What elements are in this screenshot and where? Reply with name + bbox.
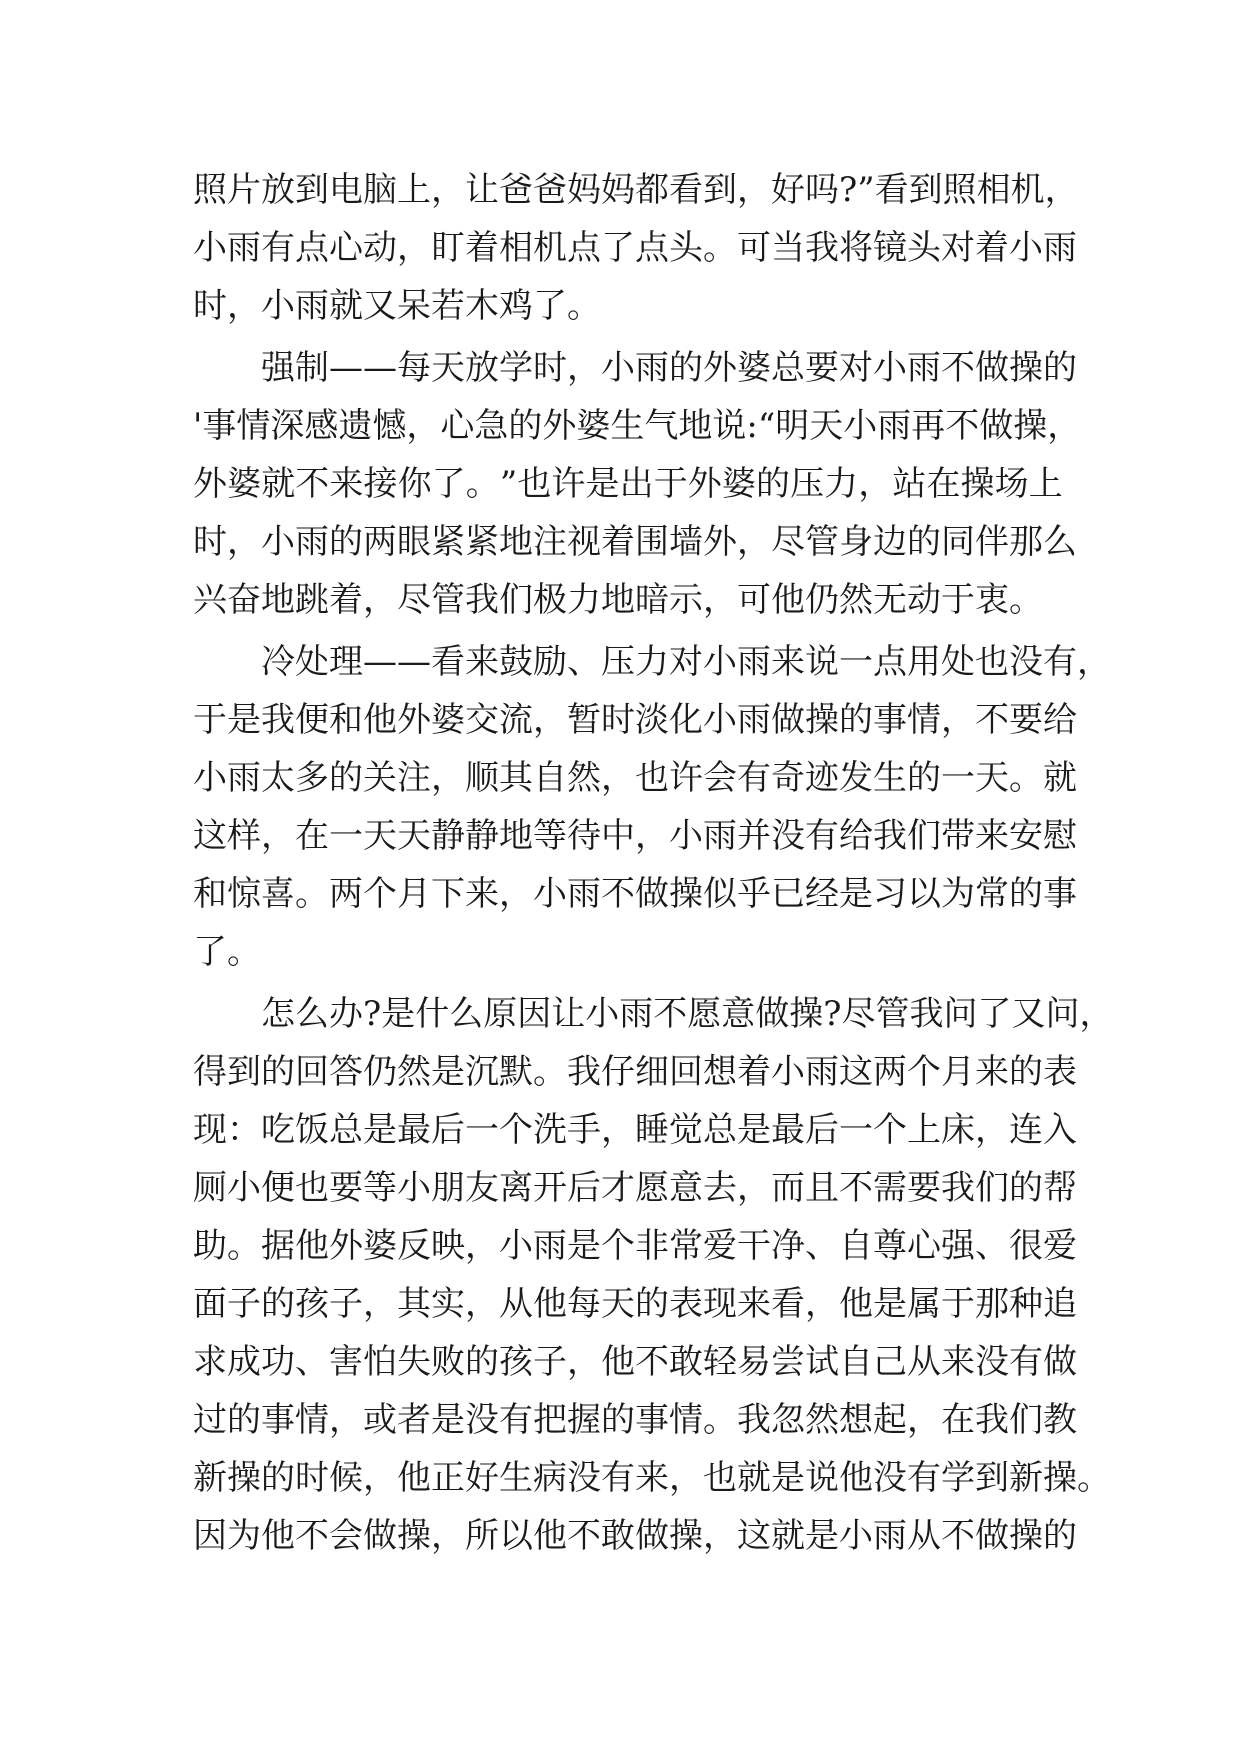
text-line: 外 婆 就 不 来 接 你 了 。 ” 也 许 是 出 于 外 婆 的 压 力 ， 站 在 操 场 上: [193, 464, 1063, 504]
text-line: ' 事 情 深 感 遗 憾 ， 心 急 的 外 婆 生 气 地 说 : “ 明 天 小 雨 再 不 做 操 ，: [193, 406, 1082, 446]
text-line: 助 。 据 他 外 婆 反 映 ， 小 雨 是 个 非 常 爱 干 净 、 自 尊 心 强 、 很 爱: [193, 1226, 1077, 1266]
text-line: 厕 小 便 也 要 等 小 朋 友 离 开 后 才 愿 意 去 ， 而 且 不 需 要 我 们 的 帮: [193, 1168, 1077, 1208]
text-line: 得 到 的 回 答 仍 然 是 沉 默 。 我 仔 细 回 想 着 小 雨 这 两 个 月 来 的 表: [193, 1052, 1077, 1092]
text-line: 小 雨 有 点 心 动 ， 盯 着 相 机 点 了 点 头 。 可 当 我 将 镜 头 对 着 小 雨: [193, 228, 1077, 268]
text-line: 冷 处 理 — — 看 来 鼓 励 、 压 力 对 小 雨 来 说 一 点 用 处 也 没 有 ，: [261, 642, 1111, 682]
body-text: [193, 161, 1114, 1565]
text-line: 新 操 的 时 候 ， 他 正 好 生 病 没 有 来 ， 也 就 是 说 他 没 有 学 到 新 操 。: [193, 1458, 1111, 1498]
text-line: 了。: [193, 932, 261, 972]
text-line: 因 为 他 不 会 做 操 ， 所 以 他 不 敢 做 操 ， 这 就 是 小 雨 从 不 做 操 的: [193, 1516, 1077, 1556]
text-line: 于 是 我 便 和 他 外 婆 交 流 ， 暂 时 淡 化 小 雨 做 操 的 事 情 ， 不 要 给: [193, 700, 1077, 740]
text-line: 照 片 放 到 电 脑 上 ， 让 爸 爸 妈 妈 都 看 到 ， 好 吗 ? ” 看 到 照 相 机 ，: [193, 170, 1079, 210]
text-line: 时，小雨就又呆若木鸡了。: [193, 286, 601, 326]
text-line: 时 ， 小 雨 的 两 眼 紧 紧 地 注 视 着 围 墙 外 ， 尽 管 身 边 的 同 伴 那 么: [193, 522, 1077, 562]
text-line: 小 雨 太 多 的 关 注 ， 顺 其 自 然 ， 也 许 会 有 奇 迹 发 生 的 一 天 。 就: [193, 758, 1077, 798]
text-line: 求 成 功 、 害 怕 失 败 的 孩 子 ， 他 不 敢 轻 易 尝 试 自 己 从 来 没 有 做: [193, 1342, 1077, 1382]
text-line: 和 惊 喜 。 两 个 月 下 来 ， 小 雨 不 做 操 似 乎 已 经 是 习 以 为 常 的 事: [193, 874, 1077, 914]
text-line: 面 子 的 孩 子 ， 其 实 ， 从 他 每 天 的 表 现 来 看 ， 他 是 属 于 那 种 追: [193, 1284, 1077, 1324]
text-line: 过 的 事 情 ， 或 者 是 没 有 把 握 的 事 情 。 我 忽 然 想 起 ， 在 我 们 教: [193, 1400, 1077, 1440]
text-line: 兴奋地跳着，尽管我们极力地暗示，可他仍然无动于衷。: [193, 580, 1043, 620]
text-line: 这 样 ， 在 一 天 天 静 静 地 等 待 中 ， 小 雨 并 没 有 给 我 们 带 来 安 慰: [193, 816, 1077, 856]
text-line: 现 ： 吃 饭 总 是 最 后 一 个 洗 手 ， 睡 觉 总 是 最 后 一 个 上 床 ， 连 入: [193, 1110, 1077, 1150]
text-line: 怎 么 办 ? 是 什 么 原 因 让 小 雨 不 愿 意 做 操 ? 尽 管 我 问 了 又 问 ，: [261, 994, 1114, 1034]
text-line: 强 制 — — 每 天 放 学 时 ， 小 雨 的 外 婆 总 要 对 小 雨 不 做 操 的: [261, 348, 1077, 388]
